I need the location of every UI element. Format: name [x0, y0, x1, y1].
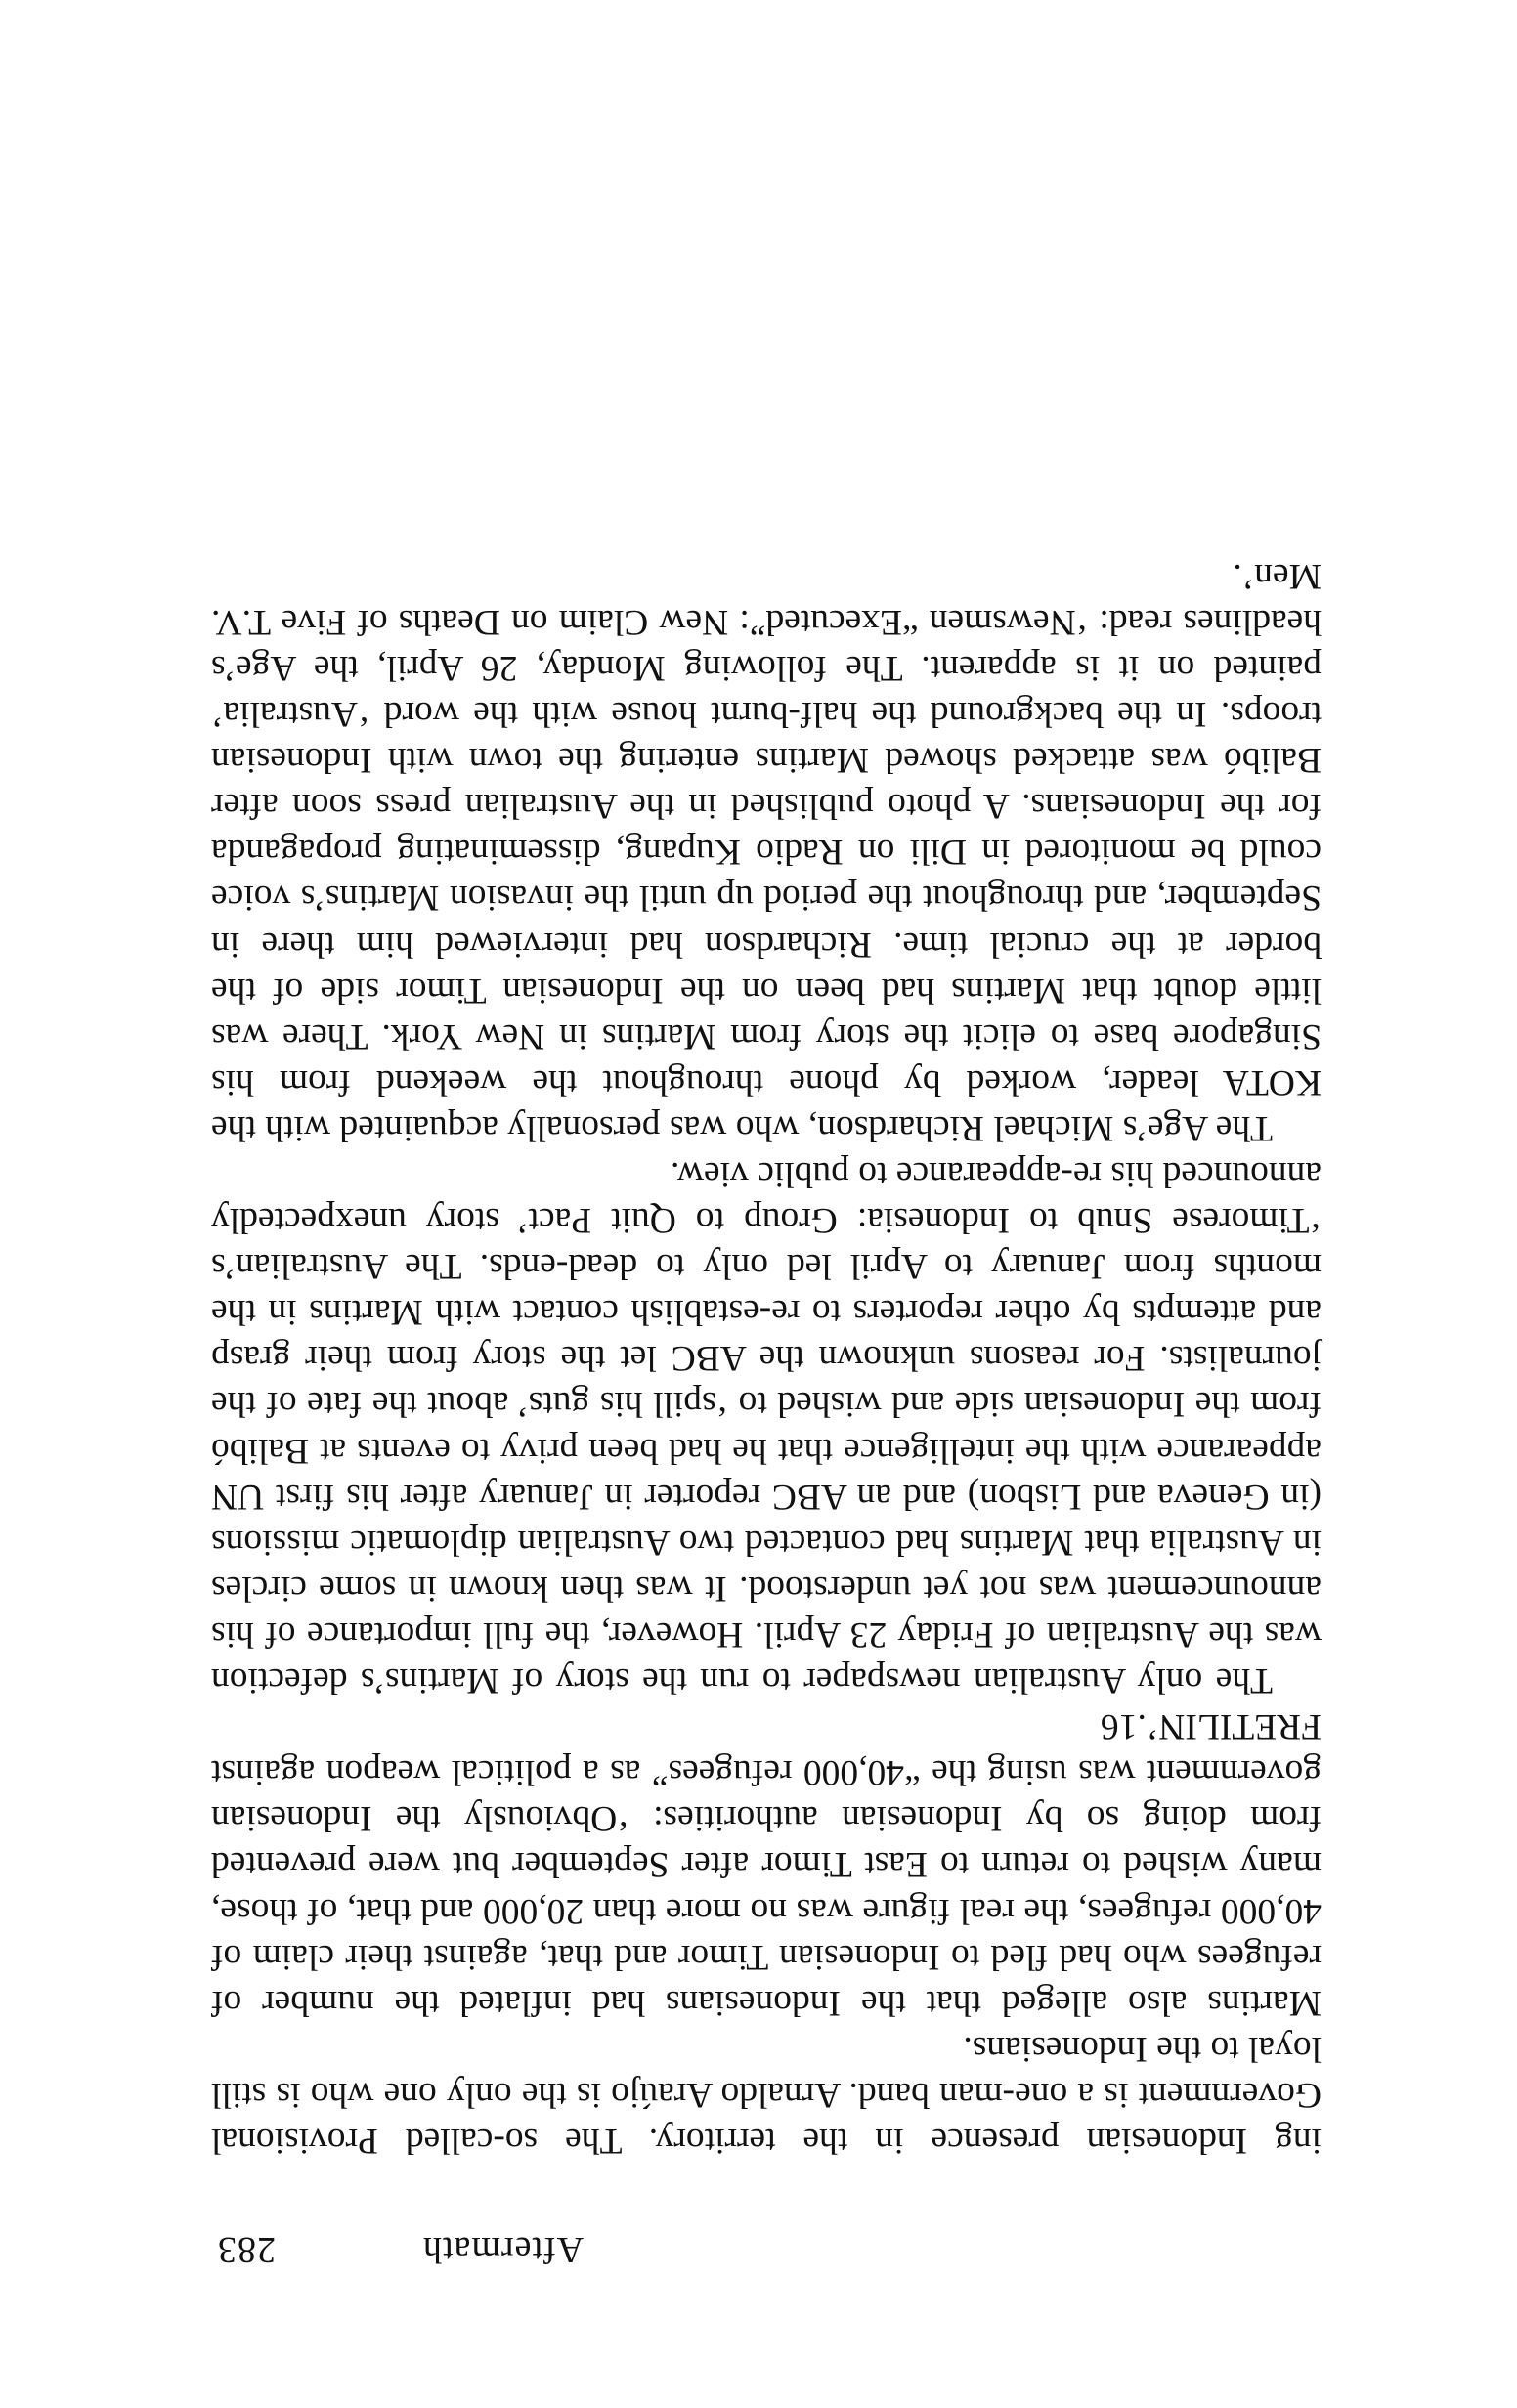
paragraph-4: The Age’s Michael Richardson, who was personally acquainted with the KOTA leader, worked by phone throughout the weekend from his Singapore base to elicit the story from Martins in New York. There was little doubt that Martins had been on the Indonesian Timor side of the border at the crucial time. Richardson had interviewed him there in September, and throughout the period up until the invasion Martins’s voice could be monitored in Dili on Radio Kupang, disseminating propaganda for the Indonesians. A photo published in the Australian press soon after Balibó was attacked showed Martins entering the town with Indonesian troops. In the background the half-burnt house with the word ‘Australia’ painted on it is apparent. The following Monday, 26 April, the Age’s headlines read: ‘Newsmen “Executed”: New Claim on Deaths of Five T.V. Men’. [211, 555, 1322, 1148]
running-head [217, 2213, 1322, 2271]
paragraph-1: ing Indonesian presence in the territory. The so-called Provisional Government is a one-man band. Arnaldo Araújo is the only one who is still loyal to the Indonesians. [211, 2028, 1322, 2161]
body-text [211, 553, 1322, 2164]
paragraph-2: Martins also alleged that the Indonesians had inflated the number of refugees who had fled to Indonesian Timor and that, against their claim of 40,000 refugees, the real figure was no more than 20,000 and that, of those, many wished to return to East Timor after September but were prevented from doing so by Indonesian authorities: ‘Obviously the Indonesian government was using the “40,000 refugees” as a political weapon against FRETILIN’.16 [211, 1706, 1322, 2023]
running-head-title: Aftermath [422, 2229, 585, 2270]
paragraph-3: The only Australian newspaper to run the story of Martins’s defection was the Australian of Friday 23 April. However, the full importance of his announcement was not yet understood. It was then known in some circles in Australia that Martins had contacted two Australian diplomatic missions (in Geneva and Lisbon) and an ABC reporter in January after his first UN appearance with the intelligence that he had been privy to events at Balibó from the Indonesian side and wished to ‘spill his guts’ about the fate of the journalists. For reasons unknown the ABC let the story from their grasp and attempts by other reporters to re-establish contact with Martins in the months from January to April led only to dead-ends. The Australian’s ‘Timorese Snub to Indonesia: Group to Quit Pact’ story unexpectedly announced his re-appearance to public view. [211, 1154, 1322, 1701]
page-number: 283 [217, 2229, 276, 2270]
